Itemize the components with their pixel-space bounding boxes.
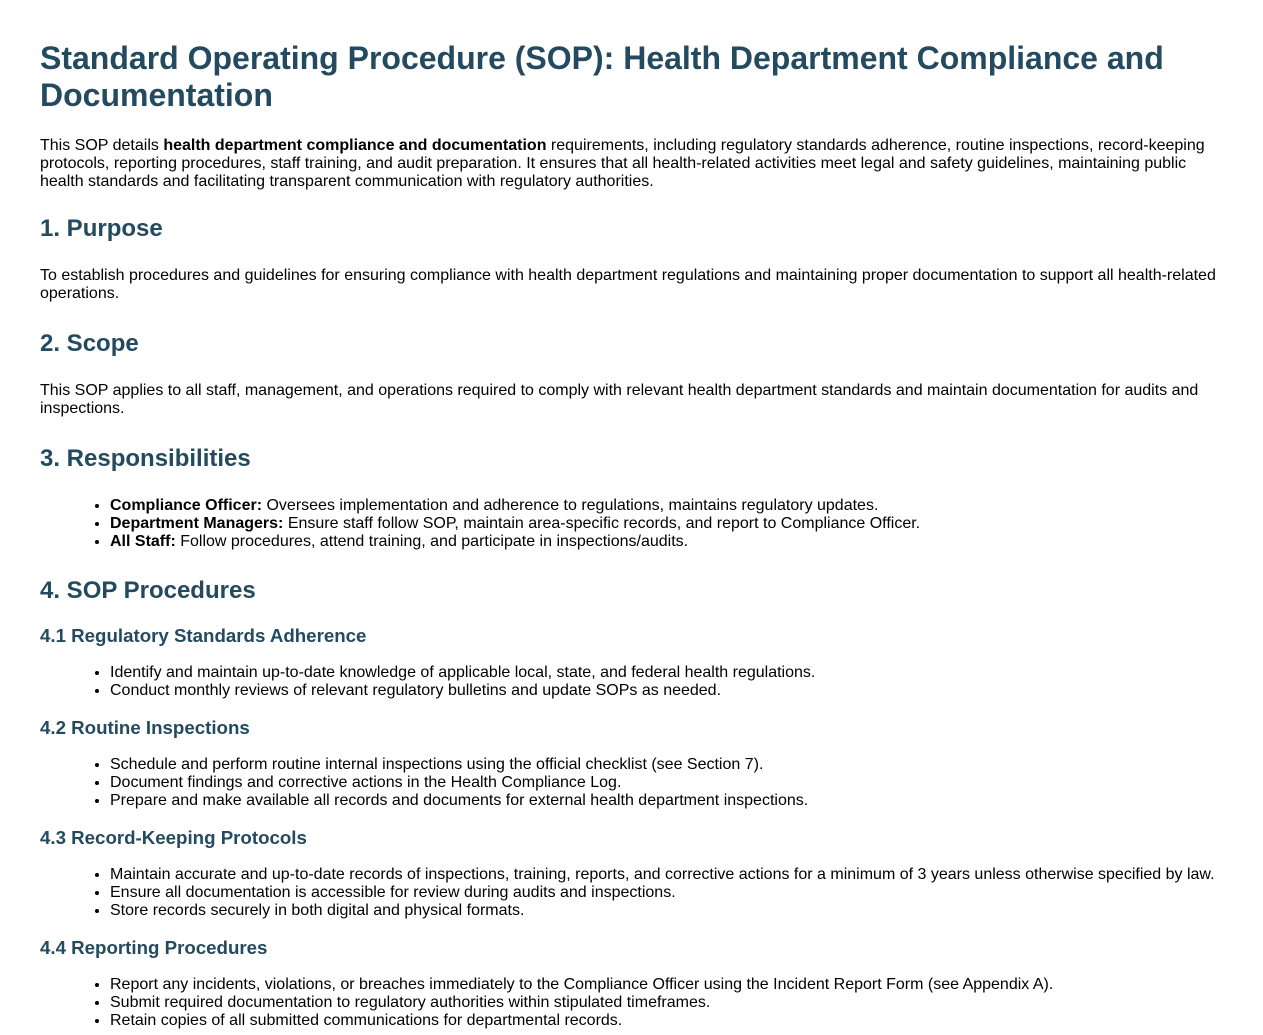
procedure-list — [40, 664, 1223, 700]
role-label: Compliance Officer: — [110, 497, 263, 514]
list-item: • Identify and maintain up-to-date knowledge of applicable local, state, and federal health regulations. — [110, 664, 1223, 682]
subsection-heading: 4.2 Routine Inspections — [40, 717, 250, 738]
intro-text-start: This SOP details — [40, 137, 164, 154]
list-item: • Submit required documentation to regulatory authorities within stipulated timeframes. — [110, 994, 1223, 1012]
procedure-list — [40, 756, 1223, 810]
list-item: • Report any incidents, violations, or breaches immediately to the Compliance Officer using the Incident Report Form (see Appendix A). — [110, 976, 1223, 994]
list-item: • Prepare and make available all records and documents for external health department inspections. — [110, 792, 1223, 810]
subsection-routine-inspections — [40, 717, 1223, 810]
list-item: • Retain copies of all submitted communications for departmental records. — [110, 1012, 1223, 1030]
role-description: Follow procedures, attend training, and participate in inspections/audits. — [175, 533, 689, 550]
subsection-reporting-procedures — [40, 937, 1223, 1030]
scope-text: This SOP applies to all staff, management, and operations required to comply with relevant health department standards and maintain documentation for audits and inspections. — [40, 382, 1199, 417]
list-item — [110, 533, 1223, 551]
responsibilities-heading: 3. Responsibilities — [40, 445, 251, 472]
list-item: • Ensure all documentation is accessible for review during audits and inspections. — [110, 884, 1223, 902]
scope-section — [40, 330, 1223, 418]
purpose-heading: 1. Purpose — [40, 215, 163, 242]
page-title: Standard Operating Procedure (SOP): Health Department Compliance and Documentation — [40, 40, 1164, 113]
list-item — [110, 497, 1223, 515]
responsibilities-list — [40, 497, 1223, 551]
procedure-list — [40, 976, 1223, 1030]
list-item: • Schedule and perform routine internal inspections using the official checklist (see Section 7). — [110, 756, 1223, 774]
role-label: All Staff: — [110, 533, 176, 550]
responsibilities-section — [40, 445, 1223, 551]
scope-heading: 2. Scope — [40, 330, 139, 357]
procedures-section — [40, 577, 1223, 1030]
procedures-heading: 4. SOP Procedures — [40, 577, 256, 604]
intro-paragraph — [40, 137, 1223, 191]
list-item: • Conduct monthly reviews of relevant regulatory bulletins and update SOPs as needed. — [110, 682, 1223, 700]
role-description: Oversees implementation and adherence to regulations, maintains regulatory updates. — [262, 497, 879, 514]
list-item: • Store records securely in both digital and physical formats. — [110, 902, 1223, 920]
role-description: Ensure staff follow SOP, maintain area-specific records, and report to Compliance Officer. — [283, 515, 921, 532]
list-item: • Document findings and corrective actions in the Health Compliance Log. — [110, 774, 1223, 792]
list-item: • Maintain accurate and up-to-date records of inspections, training, reports, and corrective actions for a minimum of 3 years unless otherwise specified by law. — [110, 866, 1223, 884]
subsection-heading: 4.3 Record-Keeping Protocols — [40, 827, 307, 848]
purpose-text: To establish procedures and guidelines for ensuring compliance with health department regulations and maintaining proper documentation to support all health-related operations. — [40, 267, 1216, 302]
purpose-section — [40, 215, 1223, 303]
role-label: Department Managers: — [110, 515, 284, 532]
subsection-record-keeping — [40, 827, 1223, 920]
subsection-regulatory-standards — [40, 625, 1223, 700]
subsection-heading: 4.4 Reporting Procedures — [40, 937, 268, 958]
list-item — [110, 515, 1223, 533]
intro-text-end: requirements, including regulatory standards adherence, routine inspections, record-keeping protocols, reporting procedures, staff training, and audit preparation. It ensures that all health-related activities meet legal and safety guidelines, maintaining public health standards and facilitating transparent communication with regulatory authorities. — [40, 137, 1205, 190]
subsection-heading: 4.1 Regulatory Standards Adherence — [40, 625, 367, 646]
intro-emphasis: health department compliance and documentation — [163, 137, 547, 154]
procedure-list — [40, 866, 1223, 920]
